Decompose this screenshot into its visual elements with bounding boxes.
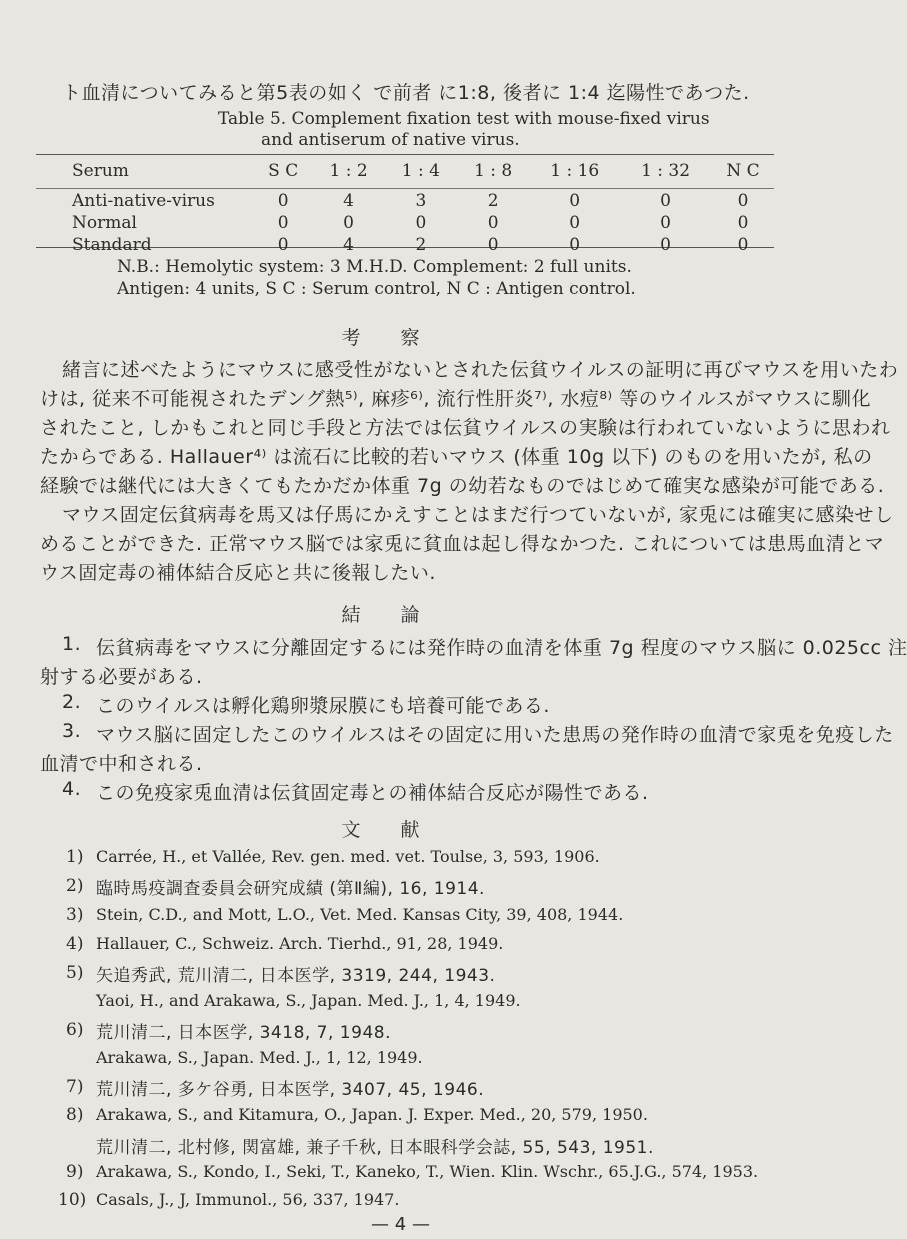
reference-line: 臨時馬疫調査委員会研究成績 (第Ⅱ編), 16, 1914.	[96, 879, 485, 899]
conclusion-num: 3.	[62, 720, 82, 742]
conclusion-line: 血清で中和される.	[40, 753, 203, 775]
conclusion-line: マウス脳に固定したこのウイルスはその固定に用いた患馬の発作時の血清で家兎を免疫した	[96, 724, 894, 746]
conclusion-line: 伝貧病毒をマウスに分離固定するには発作時の血清を体重 7g 程度のマウス脳に 0.025cc 注	[96, 637, 907, 659]
row-label: Anti-native-virus	[72, 191, 215, 211]
table-cell: 0	[660, 235, 671, 255]
table-cell: 0	[737, 235, 749, 255]
complement-fixation-table	[70, 160, 775, 256]
reference-number: 3)	[66, 905, 84, 925]
reference-line: Casals, J., J, Immunol., 56, 337, 1947.	[96, 1190, 400, 1209]
reference-line: Arakawa, S., and Kitamura, O., Japan. J. Exper. Med., 20, 579, 1950.	[96, 1105, 648, 1124]
table-cell: 2	[415, 235, 427, 255]
reference-line: Arakawa, S., Kondo, I., Seki, T., Kaneko, T., Wien. Klin. Wschr., 65.J.G., 574, 1953.	[96, 1162, 759, 1181]
table-cell: 0	[277, 235, 289, 255]
reference-line: Yaoi, H., and Arakawa, S., Japan. Med. J., 1, 4, 1949.	[96, 991, 521, 1010]
conclusion-line: この免疫家兎血清は伝貧固定毒との補体結合反応が陽性である.	[96, 782, 649, 804]
reference-line: 荒川清二, 日本医学, 3418, 7, 1948.	[96, 1023, 391, 1043]
reference-line: Hallauer, C., Schweiz. Arch. Tierhd., 91, 28, 1949.	[96, 934, 504, 953]
table-cell: 0	[737, 191, 749, 211]
discussion-line: けは, 従来不可能視されたデング熱⁵⁾, 麻疹⁶⁾, 流行性肝炎⁷⁾, 水痘⁸⁾ 等のウイルスがマウスに馴化	[40, 388, 872, 410]
reference-number: 5)	[66, 963, 84, 983]
conclusion-line: このウイルスは孵化鶏卵漿尿膜にも培養可能である.	[96, 695, 550, 717]
table-note-nb: N.B.: Hemolytic system: 3 M.H.D. Complement: 2 full units.	[117, 257, 632, 277]
reference-line: 荒川清二, 北村修, 関富雄, 兼子千秋, 日本眼科学会誌, 55, 543, 1951.	[96, 1138, 654, 1158]
table-header-cell: S C	[268, 161, 299, 181]
table-row	[70, 234, 775, 256]
table-cell: 0	[660, 191, 671, 211]
intro-line: ト血清についてみると第5表の如く で前者 に1:8, 後者に 1:4 迄陽性であつた.	[62, 82, 750, 104]
table-cell: 3	[415, 191, 427, 211]
conclusion-num: 2.	[62, 691, 82, 713]
reference-line: Carrée, H., et Vallée, Rev. gen. med. vet. Toulse, 3, 593, 1906.	[96, 847, 600, 866]
conclusion-line: 射する必要がある.	[40, 666, 203, 688]
discussion-heading: 考察	[341, 327, 460, 349]
discussion-line: 経験では継代には大きくてもたかだか体重 7g の幼若なものではじめて確実な感染が可能である.	[40, 475, 885, 497]
table-cell: 0	[487, 235, 499, 255]
table-header-cell: 1 : 2	[329, 161, 368, 181]
table-header-cell: 1 : 4	[401, 161, 440, 181]
table-top-rule	[36, 154, 774, 155]
table-header-row	[70, 160, 775, 182]
table-cell: 2	[487, 191, 499, 211]
row-label: Standard	[72, 235, 152, 255]
table-caption-line2: and antiserum of native virus.	[261, 130, 520, 150]
table-header-cell: 1 : 16	[550, 161, 600, 181]
discussion-line: ウス固定毒の補体結合反応と共に後報したい.	[40, 562, 436, 584]
table-cell: 0	[277, 213, 289, 233]
discussion-line: たからである. Hallauer⁴⁾ は流石に比較的若いマウス (体重 10g 以下) のものを用いたが, 私の	[40, 446, 873, 468]
table-row	[70, 190, 775, 212]
table-caption-line1: Table 5. Complement fixation test with mouse-fixed virus	[218, 109, 710, 129]
page-number: — 4 —	[371, 1214, 430, 1235]
reference-number: 7)	[66, 1077, 84, 1097]
table-cell: 0	[569, 213, 581, 233]
table-cell: 4	[343, 191, 354, 211]
reference-number: 9)	[66, 1162, 84, 1182]
table-cell: 0	[277, 191, 289, 211]
reference-line: 矢追秀武, 荒川清二, 日本医学, 3319, 244, 1943.	[96, 966, 496, 986]
conclusion-num: 1.	[62, 633, 82, 655]
reference-number: 4)	[66, 934, 84, 954]
reference-number: 2)	[66, 876, 84, 896]
discussion-line: されたこと, しかもこれと同じ手段と方法では伝貧ウイルスの実験は行われていないように思われ	[40, 417, 891, 439]
discussion-line: マウス固定伝貧病毒を馬又は仔馬にかえすことはまだ行つていないが, 家兎には確実に感染せし	[62, 504, 894, 526]
table-row	[70, 212, 775, 234]
reference-number: 8)	[66, 1105, 84, 1125]
discussion-line: 緒言に述べたようにマウスに感受性がないとされた伝貧ウイルスの証明に再びマウスを用いたわ	[62, 359, 899, 381]
table-note-antigen: Antigen: 4 units, S C : Serum control, N C : Antigen control.	[117, 279, 636, 299]
reference-number: 1)	[66, 847, 84, 867]
reference-line: Arakawa, S., Japan. Med. J., 1, 12, 1949.	[96, 1048, 423, 1067]
table-cell: 0	[569, 191, 581, 211]
reference-number: 10)	[58, 1190, 87, 1210]
table-cell: 0	[487, 213, 499, 233]
reference-number: 6)	[66, 1020, 84, 1040]
row-label: Normal	[72, 213, 137, 233]
conclusion-heading: 結論	[341, 604, 460, 626]
reference-line: 荒川清二, 多ケ谷勇, 日本医学, 3407, 45, 1946.	[96, 1080, 485, 1100]
discussion-line: めることができた. 正常マウス脳では家兎に貧血は起し得なかつた. これについては患馬血清とマ	[40, 533, 885, 555]
table-cell: 0	[737, 213, 749, 233]
table-header-cell: Serum	[72, 161, 129, 181]
conclusion-num: 4.	[62, 778, 82, 800]
table-cell: 4	[343, 235, 354, 255]
table-header-cell: 1 : 32	[641, 161, 691, 181]
table-cell: 0	[569, 235, 581, 255]
references-heading: 文献	[341, 819, 460, 841]
reference-line: Stein, C.D., and Mott, L.O., Vet. Med. Kansas City, 39, 408, 1944.	[96, 905, 624, 924]
table-header-cell: 1 : 8	[474, 161, 513, 181]
table-cell: 0	[660, 213, 671, 233]
table-cell: 0	[343, 213, 354, 233]
table-cell: 0	[415, 213, 427, 233]
table-header-cell: N C	[726, 161, 760, 181]
